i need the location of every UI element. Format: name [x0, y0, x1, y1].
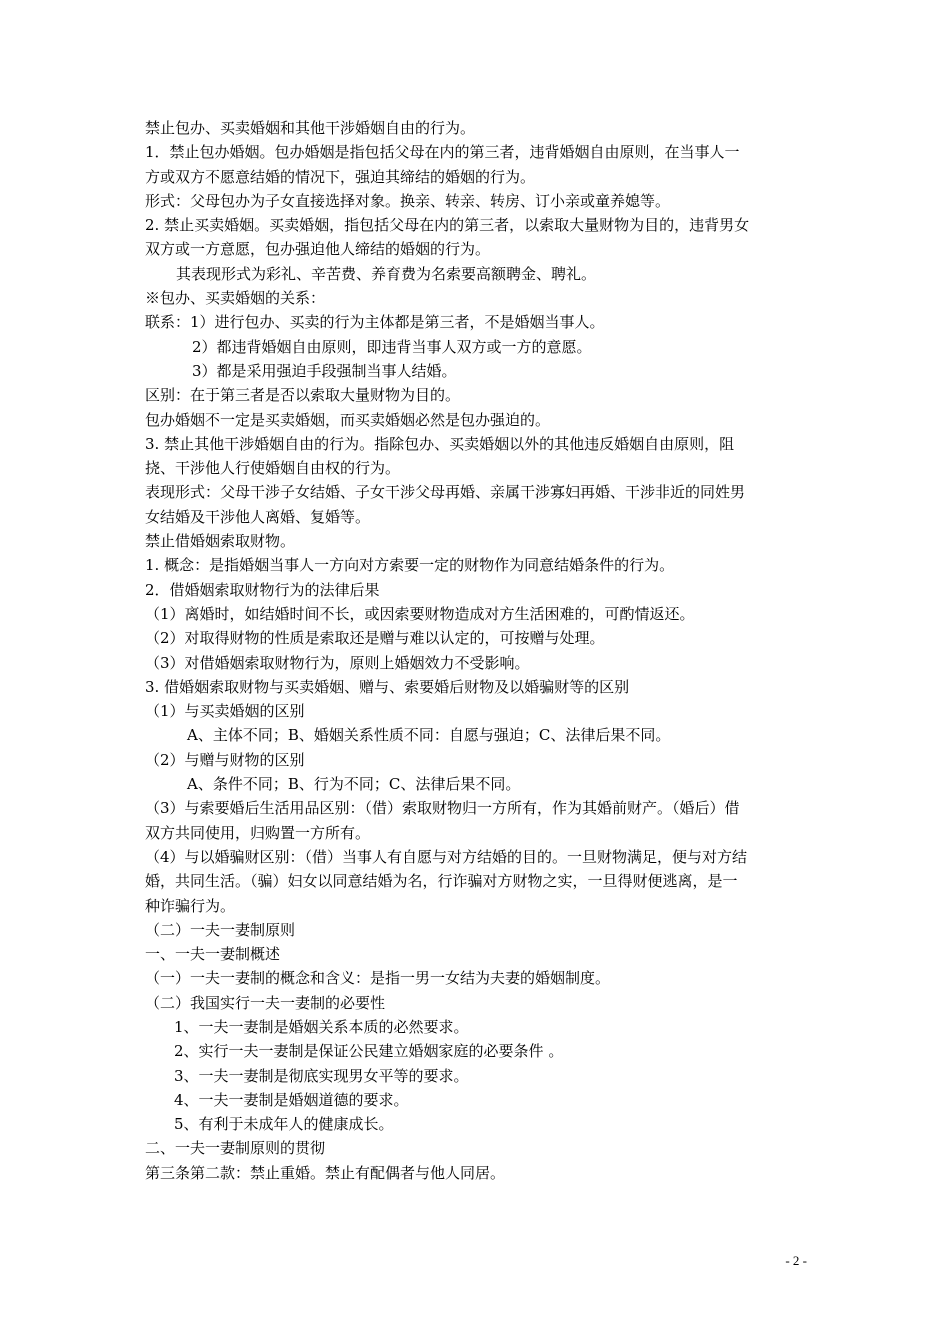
text-line: 形式：父母包办为子女直接选择对象。换亲、转亲、转房、订小亲或童养媳等。 — [145, 191, 671, 210]
text-line: （一）一夫一妻制的概念和含义：是指一男一女结为夫妻的婚姻制度。 — [145, 969, 611, 988]
text-line: 联系：1）进行包办、买卖的行为主体都是第三者，不是婚姻当事人。 — [145, 313, 605, 332]
text-line: 一、一夫一妻制概述 — [145, 945, 281, 964]
text-line: （1）与买卖婚姻的区别 — [145, 702, 305, 721]
text-line: （二）我国实行一夫一妻制的必要性 — [145, 993, 386, 1012]
text-line: （3）与索要婚后生活用品区别：（借）索取财物归一方所有，作为其婚前财产。（婚后）借 — [145, 799, 740, 818]
text-line: 方或双方不愿意结婚的情况下，强迫其缔结的婚姻的行为。 — [145, 167, 536, 186]
text-line: 婚，共同生活。（骗）妇女以同意结婚为名，行诈骗对方财物之实，一旦得财便逃离，是一 — [145, 872, 738, 891]
text-line: 1．禁止包办婚姻。包办婚姻是指包括父母在内的第三者，违背婚姻自由原则，在当事人一 — [145, 143, 740, 162]
text-line: 1、一夫一妻制是婚姻关系本质的必然要求。 — [174, 1017, 469, 1036]
text-line: （3）对借婚姻索取财物行为，原则上婚姻效力不受影响。 — [145, 653, 530, 672]
text-line: 5、有利于未成年人的健康成长。 — [174, 1115, 394, 1134]
text-line: 禁止借婚姻索取财物。 — [145, 532, 296, 551]
text-line: 双方或一方意愿，包办强迫他人缔结的婚姻的行为。 — [145, 240, 491, 259]
text-line: 区别：在于第三者是否以索取大量财物为目的。 — [145, 386, 461, 405]
text-line: 挠、干涉他人行使婚姻自由权的行为。 — [145, 459, 401, 478]
text-line: 3）都是采用强迫手段强制当事人结婚。 — [192, 361, 457, 380]
text-line: 禁止包办、买卖婚姻和其他干涉婚姻自由的行为。 — [145, 119, 476, 137]
text-line: 表现形式：父母干涉子女结婚、子女干涉父母再婚、亲属干涉寡妇再婚、干涉非近的同姓男 — [145, 483, 746, 502]
page-number: - 2 - — [785, 1253, 807, 1268]
page-body — [145, 116, 810, 1185]
text-line: A、条件不同；B、行为不同；C、法律后果不同。 — [187, 775, 521, 794]
text-line: 3. 借婚姻索取财物与买卖婚姻、赠与、索要婚后财物及以婚骗财等的区别 — [145, 677, 630, 696]
text-line: 女结婚及干涉他人离婚、复婚等。 — [145, 507, 371, 526]
text-line: 2）都违背婚姻自由原则，即违背当事人双方或一方的意愿。 — [192, 337, 592, 356]
text-line: 1. 概念：是指婚姻当事人一方向对方索要一定的财物作为同意结婚条件的行为。 — [145, 556, 675, 575]
text-line: 2、实行一夫一妻制是保证公民建立婚姻家庭的必要条件 。 — [174, 1042, 564, 1061]
text-line: 2．借婚姻索取财物行为的法律后果 — [145, 580, 380, 599]
text-line: 二、一夫一妻制原则的贯彻 — [145, 1139, 326, 1158]
text-line: 3. 禁止其他干涉婚姻自由的行为。指除包办、买卖婚姻以外的其他违反婚姻自由原则，阻 — [145, 434, 735, 453]
text-line: （2）对取得财物的性质是索取还是赠与难以认定的，可按赠与处理。 — [145, 629, 605, 648]
text-line: 种诈骗行为。 — [145, 896, 236, 915]
text-line: 双方共同使用，归购置一方所有。 — [145, 823, 371, 842]
text-line: 2. 禁止买卖婚姻。买卖婚姻，指包括父母在内的第三者，以索取大量财物为目的，违背男女 — [145, 216, 750, 235]
text-line: 3、一夫一妻制是彻底实现男女平等的要求。 — [174, 1066, 469, 1085]
text-line: （二）一夫一妻制原则 — [145, 920, 296, 939]
text-line: ※包办、买卖婚姻的关系： — [145, 289, 326, 308]
text-line: （2）与赠与财物的区别 — [145, 750, 305, 769]
text-line: A、主体不同；B、婚姻关系性质不同：自愿与强迫；C、法律后果不同。 — [187, 726, 671, 745]
text-line: 第三条第二款：禁止重婚。禁止有配偶者与他人同居。 — [145, 1163, 506, 1182]
text-line: 包办婚姻不一定是买卖婚姻，而买卖婚姻必然是包办强迫的。 — [145, 410, 551, 429]
text-line: （4）与以婚骗财区别：（借）当事人有自愿与对方结婚的目的。一旦财物满足，便与对方结 — [145, 847, 748, 866]
text-line: （1）离婚时，如结婚时间不长，或因索要财物造成对方生活困难的，可酌情返还。 — [145, 604, 695, 623]
text-line: 其表现形式为彩礼、辛苦费、养育费为名索要高额聘金、聘礼。 — [176, 264, 597, 283]
text-line: 4、一夫一妻制是婚姻道德的要求。 — [174, 1090, 409, 1109]
